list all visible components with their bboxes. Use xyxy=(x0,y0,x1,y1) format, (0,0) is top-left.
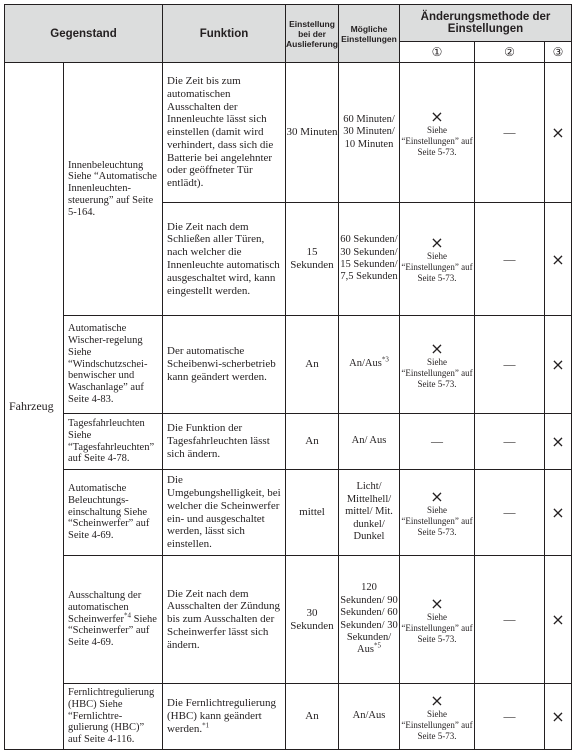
cross-icon: × xyxy=(430,593,444,613)
table-row xyxy=(5,63,572,203)
method-1-text: Siehe “Einstellungen” auf Seite 5-73. xyxy=(401,708,473,741)
method-1-text: Siehe “Einstellungen” auf Seite 5-73. xyxy=(401,356,473,389)
header-function: Funktion xyxy=(163,5,286,63)
cross-icon: × xyxy=(430,338,444,358)
possible-cell xyxy=(339,316,400,414)
item-cell: Innenbeleuchtung Siehe “Automatische Innenleuchten-steuerung” auf Seite 5-164. xyxy=(64,63,163,316)
default-cell: 30 Sekunden xyxy=(286,556,339,684)
method-1-text: Siehe “Einstellungen” auf Seite 5-73. xyxy=(401,611,473,644)
table-row xyxy=(5,684,572,750)
table-row xyxy=(5,316,572,414)
header-default: Einstellung bei der Auslieferung xyxy=(286,5,339,63)
possible-text: An/Aus xyxy=(349,358,382,370)
header-possible: Mögliche Einstellungen xyxy=(339,5,400,63)
default-cell: An xyxy=(286,316,339,414)
header-item: Gegenstand xyxy=(5,5,163,63)
method-1-text: Siehe “Einstellungen” auf Seite 5-73. xyxy=(401,251,473,283)
item-text-rest: Siehe “Scheinwerfer” auf Seite 4-69. xyxy=(68,613,157,649)
function-cell: Die Zeit nach dem Schließen aller Türen, nach welcher die Innenleuchte automatisch ausgeschaltet wird, kann eingestellt werden. xyxy=(163,203,286,316)
possible-cell: An/ Aus xyxy=(339,414,400,470)
cross-icon: × xyxy=(430,106,444,126)
function-text: Die Fernlichtregulierung (HBC) kann geändert werden. xyxy=(167,697,277,735)
function-cell: Der automatische Scheibenwi-scherbetrieb kann geändert werden. xyxy=(163,316,286,414)
cross-icon: × xyxy=(545,63,572,203)
table-row xyxy=(5,414,572,470)
method-1-cell xyxy=(400,684,475,750)
cross-icon: × xyxy=(430,233,444,252)
method-1-text: Siehe “Einstellungen” auf Seite 5-73. xyxy=(401,504,473,537)
default-cell: An xyxy=(286,414,339,470)
method-1-text: Siehe “Einstellungen” auf Seite 5-73. xyxy=(401,124,473,157)
method-1-cell xyxy=(400,63,475,203)
item-text: Ausschaltung der automatischen Scheinwerfer xyxy=(68,590,142,625)
cross-icon: × xyxy=(430,486,444,506)
possible-text: 120 Sekunden/ 90 Sekunden/ 60 Sekunden/ 30 Sekunden/ Aus xyxy=(340,582,398,656)
method-1-cell xyxy=(400,414,475,470)
method-2-cell: — xyxy=(475,414,545,470)
table-row xyxy=(5,470,572,556)
method-2-cell: — xyxy=(475,63,545,203)
cross-icon: × xyxy=(545,203,572,316)
function-cell: Die Zeit nach dem Ausschalten der Zündung bis zum Ausschalten der Scheinwerfer lässt sich ändern. xyxy=(163,556,286,684)
cross-icon: × xyxy=(545,470,572,556)
cross-icon: × xyxy=(430,690,444,710)
method-1-cell xyxy=(400,203,475,316)
method-2-cell: — xyxy=(475,316,545,414)
cross-icon: × xyxy=(545,556,572,684)
item-cell xyxy=(64,556,163,684)
method-1-cell xyxy=(400,556,475,684)
function-cell xyxy=(163,684,286,750)
header-method: Änderungsmethode der Einstellungen xyxy=(400,5,572,42)
default-cell: 15 Sekunden xyxy=(286,203,339,316)
item-cell: Tagesfahrleuchten Siehe “Tagesfahrleuchten” auf Seite 4-78. xyxy=(64,414,163,470)
possible-cell xyxy=(339,556,400,684)
function-cell: Die Zeit bis zum automatischen Ausschalten der Innenleuchte lässt sich einstellen (damit wird verhindert, dass sich die Batterie bei angelehnter oder geöffneter Tür entlädt). xyxy=(163,63,286,203)
possible-cell: 60 Minuten/ 30 Minuten/ 10 Minuten xyxy=(339,63,400,203)
footnote-mark: *5 xyxy=(373,641,381,650)
settings-table xyxy=(4,4,572,750)
header-method-3: ③ xyxy=(545,42,572,63)
item-cell: Automatische Wischer-regelung Siehe “Windschutzschei-benwischer und Waschanlage” auf Seite 4-83. xyxy=(64,316,163,414)
default-cell: mittel xyxy=(286,470,339,556)
function-cell: Die Umgebungshelligkeit, bei welcher die Scheinwerfer ein- und ausgeschaltet werden, lässt sich einstellen. xyxy=(163,470,286,556)
table-row xyxy=(5,556,572,684)
item-cell: Fernlichtregulierung (HBC) Siehe “Fernlichtre-gulierung (HBC)” auf Seite 4-116. xyxy=(64,684,163,750)
header-method-2: ② xyxy=(475,42,545,63)
default-cell: An xyxy=(286,684,339,750)
method-2-cell: — xyxy=(475,684,545,750)
method-2-cell: — xyxy=(475,470,545,556)
method-1-text: — xyxy=(431,434,443,448)
cross-icon: × xyxy=(545,414,572,470)
cross-icon: × xyxy=(545,316,572,414)
method-1-cell xyxy=(400,316,475,414)
method-2-cell: — xyxy=(475,203,545,316)
footnote-mark: *3 xyxy=(381,355,389,364)
footnote-mark: *4 xyxy=(123,611,131,620)
method-2-cell: — xyxy=(475,556,545,684)
possible-cell: An/Aus xyxy=(339,684,400,750)
section-label: Fahrzeug xyxy=(5,63,64,750)
possible-cell: Licht/ Mittelhell/ mittel/ Mit. dunkel/ Dunkel xyxy=(339,470,400,556)
footnote-mark: *1 xyxy=(202,721,210,730)
possible-cell: 60 Sekunden/ 30 Sekunden/ 15 Sekunden/ 7,5 Sekunden xyxy=(339,203,400,316)
function-cell: Die Funktion der Tagesfahrleuchten lässt sich ändern. xyxy=(163,414,286,470)
item-cell: Automatische Beleuchtungs-einschaltung Siehe “Scheinwerfer” auf Seite 4-69. xyxy=(64,470,163,556)
cross-icon: × xyxy=(545,684,572,750)
default-cell: 30 Minuten xyxy=(286,63,339,203)
header-method-1: ① xyxy=(400,42,475,63)
method-1-cell xyxy=(400,470,475,556)
